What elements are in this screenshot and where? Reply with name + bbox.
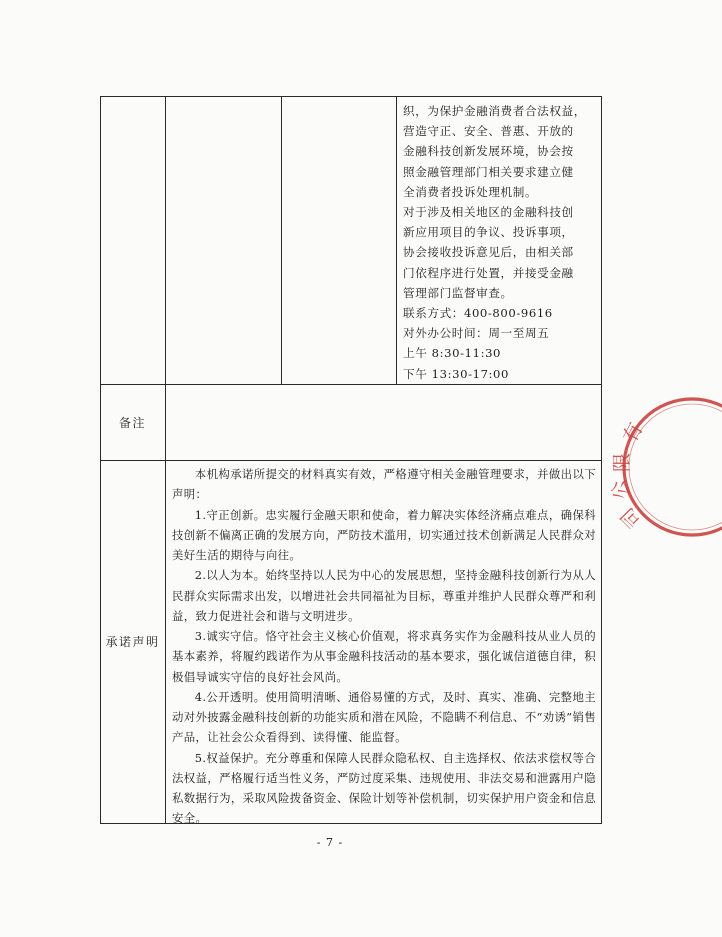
table-divider <box>100 460 602 461</box>
text-line: 管理部门监督审查。 <box>403 285 513 300</box>
text-line: 协会接收投诉意见后，由相关部 <box>403 245 574 260</box>
svg-text:限: 限 <box>611 452 633 472</box>
company-seal-icon <box>607 392 722 542</box>
promise-statement <box>172 464 596 829</box>
contact-phone: 联系方式：400-800-9616 <box>403 306 553 321</box>
office-hours-morning: 上午 8:30-11:30 <box>403 346 502 361</box>
page-number: - 7 - <box>316 836 344 849</box>
office-hours-afternoon: 下午 13:30-17:00 <box>403 366 510 381</box>
text-line: 新应用项目的争议、投诉事项， <box>403 225 574 240</box>
table-divider <box>100 384 602 385</box>
office-hours: 对外办公时间：周一至周五 <box>403 326 550 341</box>
text-line: 对于涉及相关地区的金融科技创 <box>403 205 574 220</box>
svg-text:有: 有 <box>618 419 648 447</box>
promise-item: 2.以人为本。始终坚持以人民为中心的发展思想，坚持金融科技创新行为从人民群众实际需求出发，以增进社会共同福祉为目标，尊重并维护人民群众尊严和利益，致力促进社会和谐与文明进步。 <box>172 568 596 623</box>
promise-item: 5.权益保护。充分尊重和保障人民群众隐私权、自主选择权、依法求偿权等合法权益，严格履行适当性义务，严防过度采集、违规使用、非法交易和泄露用户隐私数据行为，采取风险拨备资金、保险计划等补偿机制，切实保护用户资金和信息安全。 <box>172 750 596 826</box>
text-line: 门依程序进行处置，并接受金融 <box>403 265 574 280</box>
text-line: 营造守正、安全、普惠、开放的 <box>403 124 574 139</box>
text-line: 全消费者投诉处理机制。 <box>403 184 538 199</box>
table-divider <box>165 96 166 384</box>
table-divider <box>281 96 282 384</box>
table-divider <box>165 384 166 824</box>
promise-item: 1.守正创新。忠实履行金融天职和使命，着力解决实体经济痛点难点，确保科技创新不偏离正确的发展方向，严防技术滥用，切实通过技术创新满足人民群众对美好生活的期待与向往。 <box>172 507 596 562</box>
text-line: 照金融管理部门相关要求建立健 <box>403 164 574 179</box>
promise-label: 承诺声明 <box>105 635 160 649</box>
promise-item: 3.诚实守信。恪守社会主义核心价值观，将求真务实作为金融科技从业人员的基本素养，将履约践诺作为从事金融科技活动的基本要求，强化诚信道德自律，积极倡导诚实守信的良好社会风尚。 <box>172 629 596 684</box>
text-line: 金融科技创新发展环境，协会按 <box>403 144 574 159</box>
remarks-label: 备注 <box>118 416 146 430</box>
svg-text:司: 司 <box>616 503 646 533</box>
table-divider <box>396 96 397 384</box>
promise-intro: 本机构承诺所提交的材料真实有效，严格遵守相关金融管理要求，并做出以下声明： <box>172 467 596 502</box>
complaint-handling-text <box>403 101 593 384</box>
promise-item: 4.公开透明。使用简明清晰、通俗易懂的方式，及时、真实、准确、完整地主动对外披露金融科技创新的功能实质和潜在风险，不隐瞒不利信息、不“劝诱”销售产品，让社会公众看得到、读得懂、能监督。 <box>172 689 596 745</box>
svg-text:公: 公 <box>607 476 635 503</box>
text-line: 织，为保护金融消费者合法权益， <box>403 104 586 118</box>
